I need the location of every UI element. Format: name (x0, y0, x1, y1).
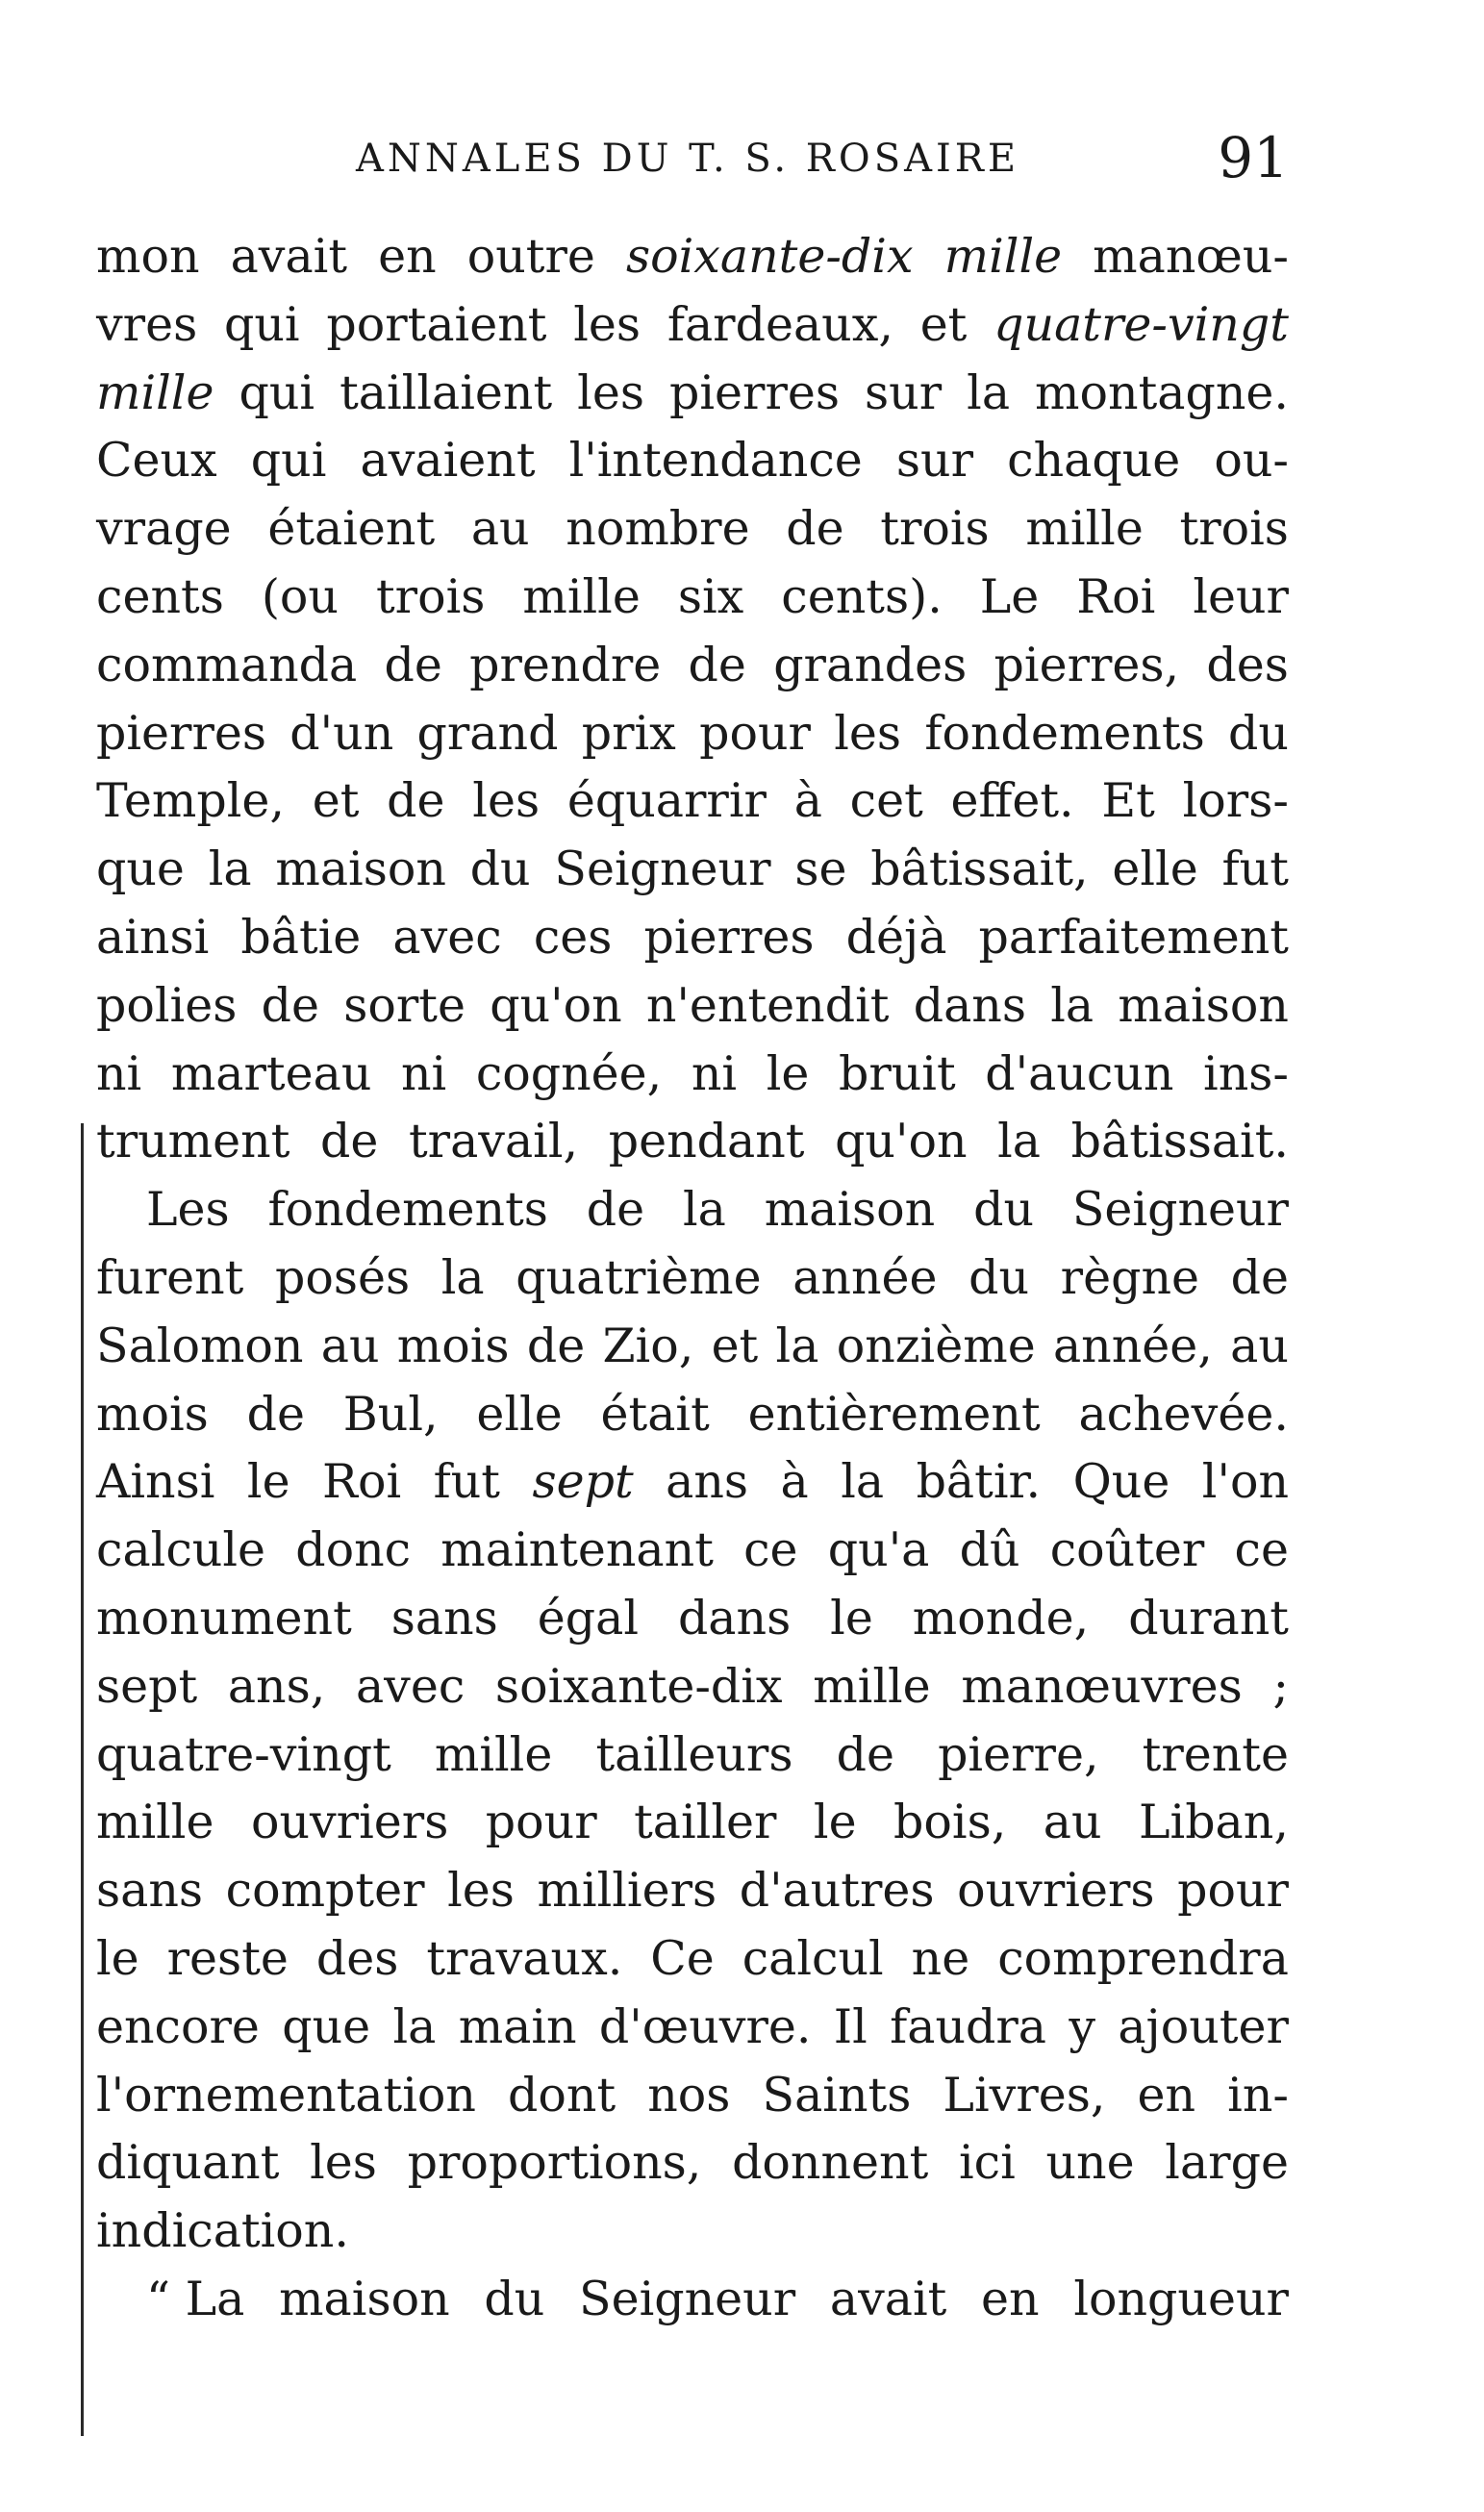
word: pierres (96, 705, 267, 761)
word: à (793, 773, 822, 829)
word: mille (813, 1658, 931, 1714)
word: Les (146, 1182, 230, 1238)
word: de (246, 1386, 305, 1442)
word: comprendra (997, 1930, 1289, 1986)
word: ce (743, 1522, 798, 1578)
word: mois (396, 1318, 510, 1373)
word: que (282, 1998, 371, 2054)
text-line (96, 1789, 1289, 1857)
word: d'aucun (985, 1045, 1174, 1101)
word: soixante-dix (494, 1658, 783, 1714)
word: ouvriers (957, 1863, 1155, 1919)
word: prendre (469, 637, 662, 692)
page-number: 91 (1218, 125, 1289, 190)
word: Et (1101, 773, 1155, 829)
word: elle (1112, 842, 1198, 897)
word: monde, (912, 1590, 1090, 1645)
word: sans (390, 1590, 498, 1645)
word: du (484, 2271, 545, 2326)
word: ans, (227, 1658, 326, 1714)
text-line (96, 1313, 1289, 1381)
word: main (458, 1998, 577, 2054)
text-line (96, 767, 1289, 836)
word: reste (166, 1930, 289, 1986)
word: ni (691, 1045, 738, 1101)
word: bâtissait. (1070, 1114, 1289, 1169)
word: ici (958, 2135, 1016, 2191)
word: l'ornementation (96, 2067, 476, 2123)
word: qui (224, 296, 300, 352)
word: mille (96, 1795, 214, 1850)
word: Temple, (96, 773, 285, 829)
word: pour (485, 1795, 597, 1850)
word: dont (508, 2067, 616, 2123)
word: la (1050, 977, 1094, 1033)
word: l'on (1201, 1454, 1289, 1510)
word: compter (225, 1863, 425, 1919)
word: dans (913, 977, 1026, 1033)
word: Ceux (96, 433, 217, 489)
word: commanda (96, 637, 358, 692)
word: trois (1179, 501, 1289, 557)
word: fardeaux, (667, 296, 893, 352)
word: année (792, 1249, 938, 1305)
word: tailler (634, 1795, 777, 1850)
word: tailleurs (595, 1726, 793, 1782)
word: égal (537, 1590, 639, 1645)
text-line (96, 1041, 1289, 1109)
word: ni (400, 1045, 447, 1101)
word: le (766, 1045, 810, 1101)
word: Seigneur (579, 2271, 796, 2326)
word: durant (1128, 1590, 1289, 1645)
word: quatre-vingt (96, 1726, 391, 1782)
text-line (96, 904, 1289, 972)
word: qu'on (835, 1114, 968, 1169)
text-line (96, 1994, 1289, 2062)
word: de (261, 977, 319, 1033)
word: taillaient (340, 364, 553, 420)
word: des (1206, 637, 1289, 692)
word: Zio, (602, 1318, 694, 1373)
word: achevée. (1078, 1386, 1289, 1442)
word: fut (1221, 842, 1289, 897)
word: posés (274, 1249, 411, 1305)
word: quatrième (516, 1249, 762, 1305)
word: sur (865, 364, 943, 420)
word: Livres, (943, 2067, 1106, 2123)
word: travaux. (426, 1930, 623, 1986)
word: au (320, 1318, 380, 1373)
word: sept (532, 1454, 634, 1510)
word: qui (250, 433, 327, 489)
word: au (1043, 1795, 1102, 1850)
word: du (1228, 705, 1289, 761)
text-line (96, 1381, 1289, 1449)
text-line (96, 495, 1289, 564)
word: Salomon (96, 1318, 304, 1373)
word: d'œuvre. (598, 1998, 812, 2054)
word: sept (96, 1658, 198, 1714)
word: pour (1177, 1863, 1289, 1919)
word: bâtir. (916, 1454, 1042, 1510)
word: maintenant (440, 1522, 714, 1578)
word: du (973, 1182, 1035, 1238)
word: fondements (924, 705, 1205, 761)
word: coûter (1049, 1522, 1205, 1578)
word: trois (880, 501, 990, 557)
word: des (315, 1930, 399, 1986)
word: mois (96, 1386, 209, 1442)
word: avait (829, 2271, 947, 2326)
word: effet. (950, 773, 1074, 829)
word: de (319, 1114, 379, 1169)
text-line (96, 1244, 1289, 1313)
word: ans (666, 1454, 749, 1510)
word: nos (647, 2067, 731, 2123)
word: et (312, 773, 360, 829)
word: dû (959, 1522, 1020, 1578)
word: Ainsi (96, 1454, 215, 1510)
word: pierres (668, 364, 841, 420)
word: une (1045, 2135, 1135, 2191)
word: le (246, 1454, 290, 1510)
word: grand (416, 705, 559, 761)
text-line (96, 2198, 1289, 2266)
word: elle (476, 1386, 563, 1442)
word: maison (1118, 977, 1289, 1033)
word: ne (911, 1930, 970, 1986)
word: de (786, 501, 844, 557)
word: portaient (326, 296, 547, 352)
word: milliers (537, 1863, 717, 1919)
word: en (1137, 2067, 1196, 2123)
word: du (469, 842, 531, 897)
text-line (96, 1448, 1289, 1517)
word: de (526, 1318, 586, 1373)
word: onzième (836, 1318, 1036, 1373)
word: année, (1052, 1318, 1213, 1373)
word: cognée, (475, 1045, 663, 1101)
word: Saints (762, 2067, 912, 2123)
word: la (775, 1318, 819, 1373)
word: étaient (267, 501, 436, 557)
word: sorte (343, 977, 465, 1033)
word: la (841, 1454, 885, 1510)
word: outre (466, 229, 595, 284)
word: et (711, 1318, 759, 1373)
text-line (96, 564, 1289, 632)
word: Ce (650, 1930, 715, 1986)
word: (ou (261, 568, 339, 624)
word: pendant (608, 1114, 805, 1169)
word: fondements (267, 1182, 548, 1238)
word: les (834, 705, 902, 761)
word: Roi (1076, 568, 1156, 624)
margin-rule (81, 1123, 84, 2436)
word: faudra (890, 1998, 1047, 2054)
word: équarrir (566, 773, 767, 829)
text-line (96, 972, 1289, 1041)
word: d'un (289, 705, 394, 761)
text-line (96, 836, 1289, 904)
word: mille (943, 229, 1063, 284)
word: de (1230, 1249, 1289, 1305)
word: indication. (96, 2203, 349, 2259)
word: à (780, 1454, 809, 1510)
word: trument (96, 1114, 290, 1169)
word: mille (96, 364, 214, 420)
word: ou- (1214, 433, 1289, 489)
word: monument (96, 1590, 352, 1645)
word: bâtie (240, 909, 362, 965)
word: qu'on (490, 977, 622, 1033)
text-line (96, 1108, 1289, 1176)
word: quatre-vingt (994, 296, 1289, 352)
word: les (447, 1863, 515, 1919)
word: cents (96, 568, 224, 624)
word: avait (230, 229, 348, 284)
word: Liban, (1138, 1795, 1289, 1850)
word: bâtissait, (870, 842, 1089, 897)
word: avec (392, 909, 502, 965)
word: montagne. (1035, 364, 1289, 420)
word: Seigneur (1071, 1182, 1289, 1238)
word: de (836, 1726, 894, 1782)
word: avec (355, 1658, 465, 1714)
word: ce (1234, 1522, 1289, 1578)
word: les (472, 773, 541, 829)
word: d'autres (739, 1863, 935, 1919)
word: qu'a (827, 1522, 930, 1578)
word: de (586, 1182, 645, 1238)
word: les (310, 2135, 377, 2191)
word: soixante-dix (625, 229, 914, 284)
text-line (96, 632, 1289, 700)
word: ces (533, 909, 613, 965)
word: au (470, 501, 530, 557)
word: de (387, 773, 445, 829)
word: trois (375, 568, 486, 624)
text-line (96, 1517, 1289, 1585)
word: marteau (170, 1045, 372, 1101)
word: la (997, 1114, 1042, 1169)
word: trente (1142, 1726, 1289, 1782)
text-line (96, 2062, 1289, 2130)
word: la (392, 1998, 437, 2054)
word: furent (96, 1249, 244, 1305)
word: et (919, 296, 968, 352)
word: les (577, 364, 644, 420)
text-line (96, 1176, 1289, 1244)
word: parfaitement (978, 909, 1289, 965)
word: Bul, (342, 1386, 439, 1442)
word: Que (1072, 1454, 1170, 1510)
word: la (967, 364, 1011, 420)
word: fut (433, 1454, 500, 1510)
word: leur (1193, 568, 1289, 624)
word: Il (833, 1998, 868, 2054)
word: maison (764, 1182, 936, 1238)
text-line (96, 1585, 1289, 1653)
text-line (96, 360, 1289, 428)
word: lors- (1182, 773, 1289, 829)
word: en (981, 2271, 1040, 2326)
word: Le (979, 568, 1040, 624)
word: du (968, 1249, 1030, 1305)
word: le (96, 1930, 139, 1986)
running-head (96, 125, 1289, 192)
word: proportions, (407, 2135, 702, 2191)
word: ouvriers (250, 1795, 449, 1850)
word: calcule (96, 1522, 265, 1578)
word: mille (522, 568, 641, 624)
word: la (440, 1249, 485, 1305)
text-line (96, 291, 1289, 360)
word: encore (96, 1998, 260, 2054)
word: de (384, 637, 442, 692)
word: ainsi (96, 909, 210, 965)
word: qui (239, 364, 315, 420)
word: déjà (845, 909, 947, 965)
word: dans (677, 1590, 792, 1645)
text-line (96, 2129, 1289, 2198)
word: maison (275, 842, 446, 897)
word: manœu- (1093, 229, 1289, 284)
word: le (830, 1590, 873, 1645)
text-line (96, 1721, 1289, 1790)
word: six (677, 568, 744, 624)
word: l'intendance (568, 433, 863, 489)
word: mille (434, 1726, 553, 1782)
word: nombre (566, 501, 750, 557)
word: travail, (408, 1114, 579, 1169)
word: prix (581, 705, 676, 761)
word: ni (96, 1045, 142, 1101)
word: mon (96, 229, 200, 284)
word: diquant (96, 2135, 280, 2191)
word: pour (699, 705, 811, 761)
word: donc (295, 1522, 412, 1578)
word: manœuvres (961, 1658, 1243, 1714)
word: était (600, 1386, 710, 1442)
word: entièrement (747, 1386, 1041, 1442)
word: mille (1025, 501, 1144, 557)
word: pierres (643, 909, 815, 965)
word: de (688, 637, 746, 692)
word: bruit (838, 1045, 956, 1101)
word: pierres, (994, 637, 1180, 692)
word: chaque (1007, 433, 1181, 489)
word: que (96, 842, 185, 897)
word: longueur (1073, 2271, 1289, 2326)
word: ins- (1203, 1045, 1289, 1101)
text-line (96, 1857, 1289, 1925)
word: règne (1060, 1249, 1200, 1305)
running-title: ANNALES DU T. S. ROSAIRE (356, 137, 1020, 181)
word: Roi (322, 1454, 402, 1510)
word: sans (96, 1863, 204, 1919)
word: les (573, 296, 641, 352)
word: maison (279, 2271, 450, 2326)
text-line (96, 1653, 1289, 1721)
word: polies (96, 977, 238, 1033)
word: n'entendit (645, 977, 890, 1033)
word: Seigneur (554, 842, 771, 897)
word: bois, (893, 1795, 1007, 1850)
word: donnent (732, 2135, 929, 2191)
text-line (96, 1925, 1289, 1994)
word: au (1230, 1318, 1289, 1373)
word: “ La (146, 2271, 245, 2326)
word: ; (1272, 1658, 1289, 1714)
word: cet (849, 773, 923, 829)
text-line (96, 700, 1289, 768)
word: large (1165, 2135, 1289, 2191)
word: le (813, 1795, 857, 1850)
word: sur (895, 433, 974, 489)
word: calcul (742, 1930, 884, 1986)
text-line (96, 2266, 1289, 2334)
word: vres (96, 296, 198, 352)
word: avaient (360, 433, 536, 489)
body-text (96, 223, 1289, 2334)
word: ajouter (1118, 1998, 1289, 2054)
text-line (96, 223, 1289, 291)
word: pierre, (938, 1726, 1099, 1782)
word: grandes (773, 637, 968, 692)
word: en (378, 229, 437, 284)
word: se (794, 842, 847, 897)
word: vrage (96, 501, 232, 557)
text-line (96, 427, 1289, 495)
word: la (682, 1182, 726, 1238)
word: in- (1227, 2067, 1289, 2123)
word: y (1069, 1998, 1096, 2054)
word: la (208, 842, 252, 897)
word: cents). (781, 568, 943, 624)
